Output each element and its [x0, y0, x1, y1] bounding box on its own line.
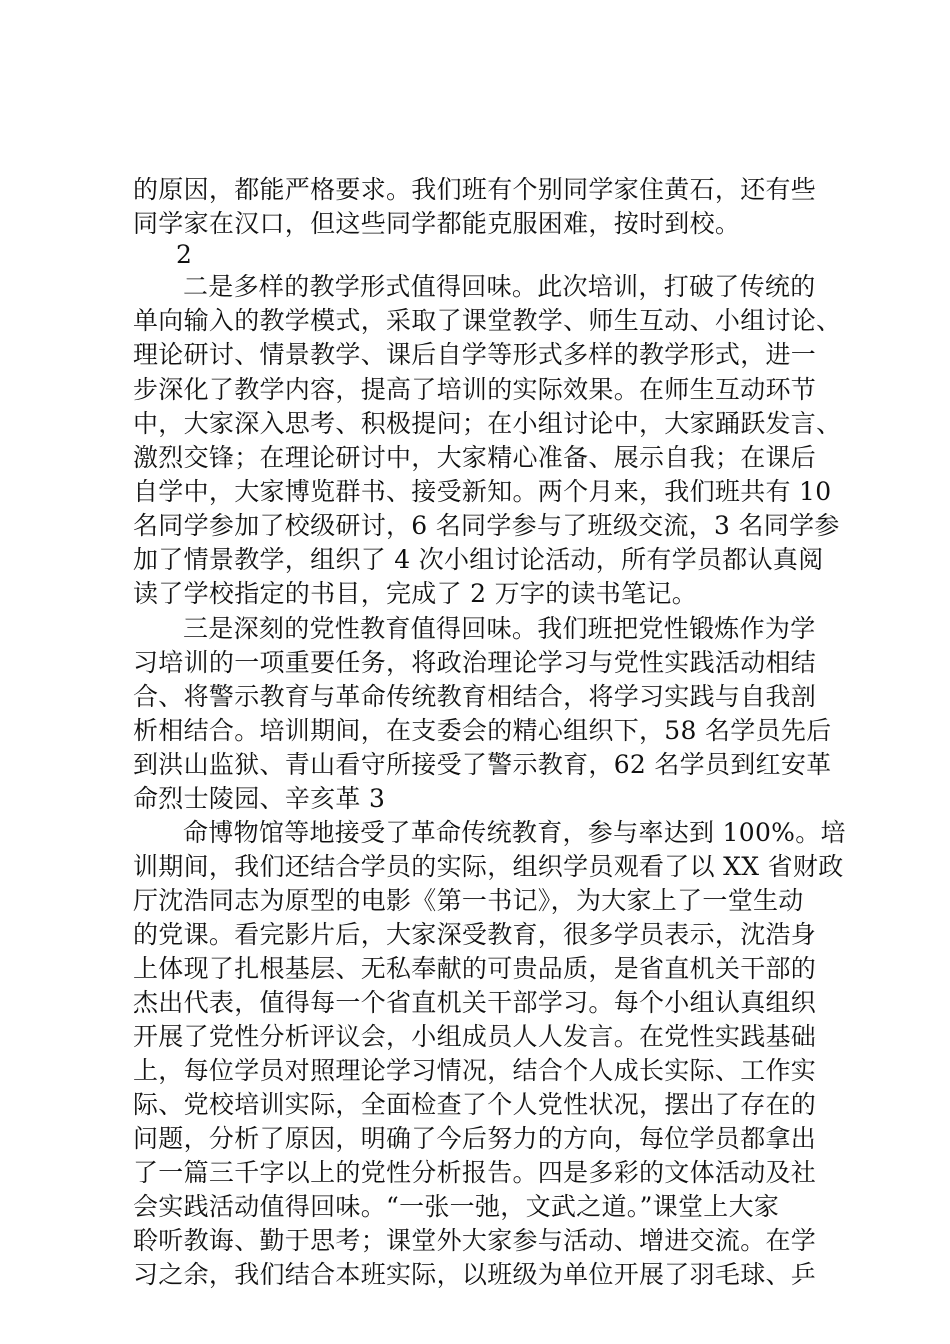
text-line: 合、将警示教育与革命传统教育相结合，将学习实践与自我剖: [133, 682, 817, 711]
text-line: 上，每位学员对照理论学习情况，结合个人成长实际、工作实: [133, 1056, 817, 1085]
text-line: 到洪山监狱、青山看守所接受了警示教育，62 名学员到红安革: [133, 750, 832, 779]
text-line: 问题，分析了原因，明确了今后努力的方向，每位学员都拿出: [133, 1124, 817, 1153]
paragraph-start-line: 三是深刻的党性教育值得回味。我们班把党性锻炼作为学: [183, 614, 816, 643]
text-line: 激烈交锋；在理论研讨中，大家精心准备、展示自我；在课后: [133, 443, 817, 472]
text-line: 同学家在汉口，但这些同学都能克服困难，按时到校。: [133, 209, 741, 238]
text-line: 理论研讨、情景教学、课后自学等形式多样的教学形式，进一: [133, 340, 817, 369]
text-line: 自学中，大家博览群书、接受新知。两个月来，我们班共有 10: [133, 477, 832, 506]
text-line: 中，大家深入思考、积极提问；在小组讨论中，大家踊跃发言、: [133, 409, 842, 438]
text-line: 的党课。看完影片后，大家深受教育，很多学员表示，沈浩身: [133, 920, 817, 949]
text-line: 名同学参加了校级研讨，6 名同学参与了班级交流，3 名同学参: [133, 511, 840, 540]
text-line: 读了学校指定的书目，完成了 2 万字的读书笔记。: [133, 579, 698, 608]
text-line: 习之余，我们结合本班实际，以班级为单位开展了羽毛球、乒: [133, 1260, 817, 1289]
text-line: 加了情景教学，组织了 4 次小组讨论活动，所有学员都认真阅: [133, 545, 824, 574]
paragraph-start-line: 二是多样的教学形式值得回味。此次培训，打破了传统的: [183, 272, 816, 301]
text-line: 开展了党性分析评议会，小组成员人人发言。在党性实践基础: [133, 1022, 817, 1051]
text-line: 析相结合。培训期间，在支委会的精心组织下，58 名学员先后: [133, 716, 832, 745]
text-line: 际、党校培训实际，全面检查了个人党性状况，摆出了存在的: [133, 1090, 817, 1119]
text-line: 的原因，都能严格要求。我们班有个别同学家住黄石，还有些: [133, 175, 817, 204]
text-line: 训期间，我们还结合学员的实际，组织学员观看了以 XX 省财政: [133, 852, 844, 881]
text-line: 步深化了教学内容，提高了培训的实际效果。在师生互动环节: [133, 375, 817, 404]
paragraph-start-line: 命博物馆等地接受了革命传统教育，参与率达到 100%。培: [183, 818, 846, 847]
page-number-marker: 2: [176, 240, 193, 269]
text-line: 聆听教诲、勤于思考；课堂外大家参与活动、增进交流。在学: [133, 1226, 817, 1255]
text-line: 习培训的一项重要任务，将政治理论学习与党性实践活动相结: [133, 648, 817, 677]
text-line: 厅沈浩同志为原型的电影《第一书记》，为大家上了一堂生动: [133, 886, 804, 915]
text-line: 命烈士陵园、辛亥革 3: [133, 784, 386, 813]
text-line: 会实践活动值得回味。“一张一弛，文武之道。”课堂上大家: [133, 1192, 780, 1221]
text-line: 单向输入的教学模式，采取了课堂教学、师生互动、小组讨论、: [133, 306, 842, 335]
text-line: 上体现了扎根基层、无私奉献的可贵品质，是省直机关干部的: [133, 954, 817, 983]
text-line: 了一篇三千字以上的党性分析报告。四是多彩的文体活动及社: [133, 1158, 817, 1187]
text-line: 杰出代表，值得每一个省直机关干部学习。每个小组认真组织: [133, 988, 817, 1017]
